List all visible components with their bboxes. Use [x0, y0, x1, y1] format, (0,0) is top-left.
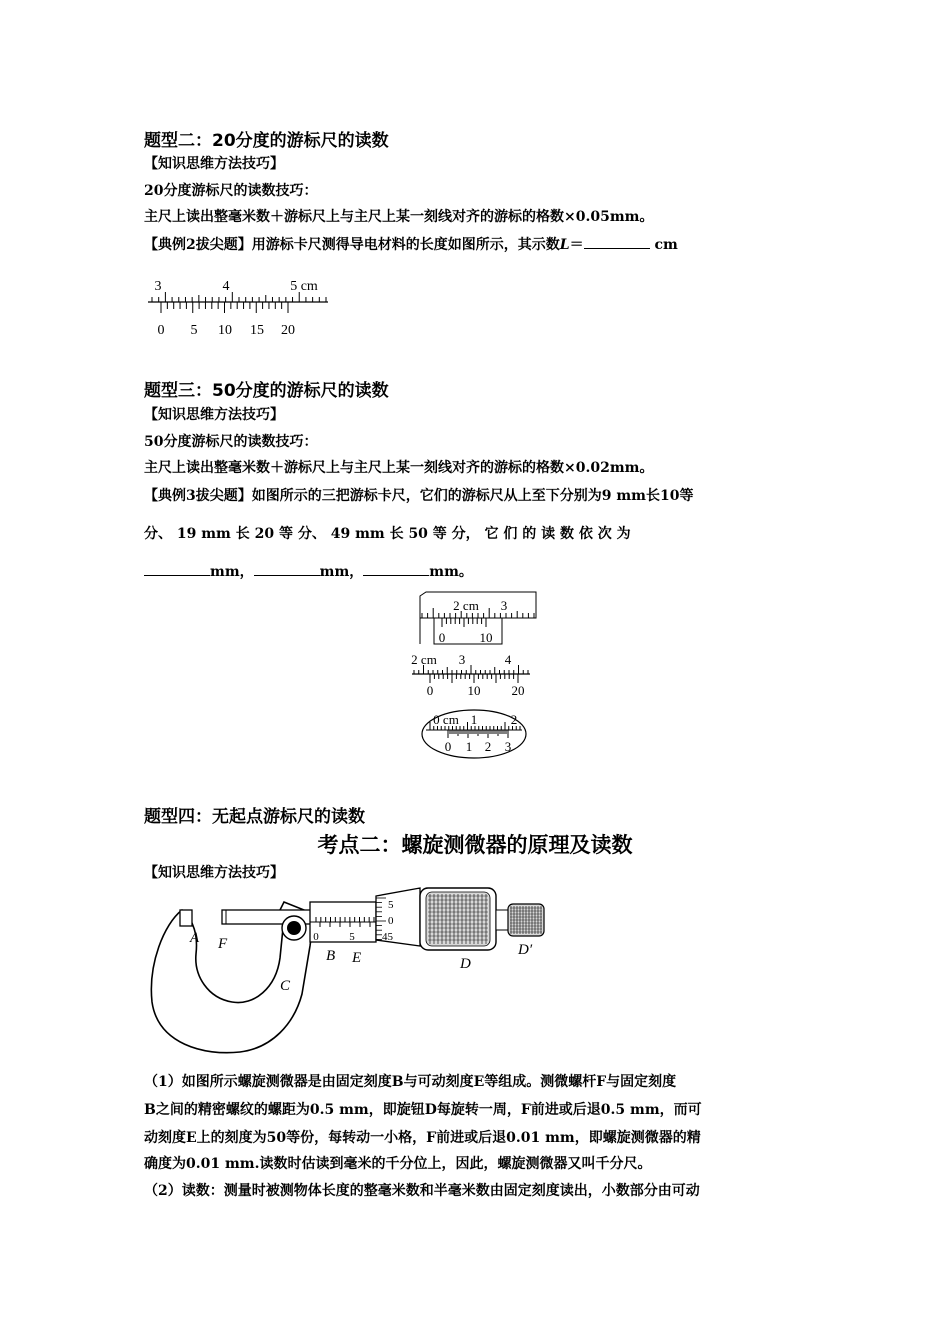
unit: mm。 [429, 564, 473, 580]
example2-label: 【典例2拔尖题】 [144, 237, 252, 253]
cal2-main-label: 2 cm [411, 652, 437, 667]
main-label: 3 [154, 279, 162, 294]
answer-blank [254, 561, 320, 576]
example2-unit: cm [654, 237, 678, 253]
cal3-vernier-label: 1 [465, 739, 473, 754]
label-A: A [190, 930, 200, 946]
section3-example-line2: 分、 19 mm 长 20 等 分、 49 mm 长 50 等 分， 它 们 的 读 数 依 次 为 [144, 526, 631, 542]
thimble-45: 45 [382, 931, 393, 943]
vernier-label: 20 [281, 323, 295, 338]
cal2-vernier-label: 10 [467, 683, 481, 698]
vernier-label: 0 [157, 323, 165, 338]
unit: mm， [319, 564, 364, 580]
answer-blank [363, 561, 429, 576]
section3-example-line1 [144, 485, 693, 505]
cal1-vernier-label: 10 [479, 630, 493, 645]
label-E: E [352, 950, 362, 966]
vernier-label: 10 [218, 323, 232, 338]
cal2-vernier-label: 0 [426, 683, 434, 698]
section3-tip-line1: 50分度游标尺的读数技巧： [144, 434, 318, 450]
paragraph-line4: 确度为0.01 mm.读数时估读到毫米的千分位上，因此，螺旋测微器又叫千分尺。 [144, 1156, 652, 1172]
cal3-vernier-label: 3 [504, 739, 512, 754]
thimble-0: 0 [388, 915, 394, 927]
sleeve-label-5: 5 [349, 931, 355, 943]
section2-tip-line2: 主尺上读出整毫米数＋游标尺上与主尺上某一刻线对齐的游标的格数×0.05mm。 [144, 209, 654, 225]
cal3-main-label: 2 [510, 712, 518, 727]
main-label: 5 cm [290, 279, 318, 294]
unit: mm， [210, 564, 254, 580]
keypoint2-heading: 考点二：螺旋测微器的原理及读数 [317, 833, 633, 857]
section3-tip-label: 【知识思维方法技巧】 [144, 407, 284, 423]
section2-tip-line1: 20分度游标尺的读数技巧： [144, 183, 318, 199]
vernier-label: 15 [250, 323, 264, 338]
cal3-main-label: 1 [470, 712, 478, 727]
main-label: 4 [222, 279, 230, 294]
label-D-prime: D′ [518, 942, 533, 958]
vernier-label: 5 [190, 323, 198, 338]
section4-heading: 题型四：无起点游标尺的读数 [144, 807, 365, 827]
section2-tip-label: 【知识思维方法技巧】 [144, 156, 284, 172]
section3-answers [144, 561, 473, 581]
example3-label: 【典例3拔尖题】 [144, 488, 252, 504]
paragraph-line1: （1）如图所示螺旋测微器是由固定刻度B与可动刻度E等组成。测微螺杆F与固定刻度 [144, 1074, 677, 1090]
thimble-5: 5 [388, 899, 394, 911]
three-verniers-figure [408, 588, 544, 760]
label-F: F [218, 936, 228, 952]
paragraph-line3: 动刻度E上的刻度为50等份，每转动一小格，F前进或后退0.01 mm，即螺旋测微器的精 [144, 1130, 701, 1146]
micrometer-figure [144, 884, 548, 1060]
example2-var: L [559, 237, 570, 253]
paragraph-line2: B之间的精密螺纹的螺距为0.5 mm，即旋钮D每旋转一周，F前进或后退0.5 mm，而可 [144, 1102, 702, 1118]
sleeve-label-0: 0 [313, 931, 319, 943]
example3-text: 如图所示的三把游标卡尺，它们的游标尺从上至下分别为9 mm长10等 [251, 488, 694, 504]
section3-tip-line2: 主尺上读出整毫米数＋游标尺上与主尺上某一刻线对齐的游标的格数×0.02mm。 [144, 460, 654, 476]
label-B: B [326, 948, 336, 964]
answer-blank [144, 561, 210, 576]
keypoint2-tip-label: 【知识思维方法技巧】 [144, 865, 284, 881]
answer-blank [584, 234, 650, 249]
cal2-main-label: 4 [504, 652, 512, 667]
example2-text: 用游标卡尺测得导电材料的长度如图所示，其示数 [251, 237, 560, 253]
cal3-vernier-label: 0 [444, 739, 452, 754]
cal3-main-label: 0 cm [433, 712, 459, 727]
label-C: C [280, 978, 291, 994]
cal1-vernier-label: 0 [438, 630, 446, 645]
cal2-main-label: 3 [458, 652, 466, 667]
section2-example [144, 234, 678, 254]
section3-heading: 题型三：50分度的游标尺的读数 [144, 381, 389, 401]
paragraph-line5: （2）读数：测量时被测物体长度的整毫米数和半毫米数由固定刻度读出，小数部分由可动 [144, 1183, 700, 1199]
cal1-main-label: 2 cm [453, 598, 479, 613]
example2-eq: ＝ [569, 237, 584, 253]
cal1-main-label: 3 [500, 598, 508, 613]
cal2-vernier-label: 20 [511, 683, 525, 698]
cal3-vernier-label: 2 [484, 739, 492, 754]
vernier-20-figure [144, 272, 334, 340]
section2-heading: 题型二：20分度的游标尺的读数 [144, 131, 389, 151]
label-D: D [460, 956, 471, 972]
